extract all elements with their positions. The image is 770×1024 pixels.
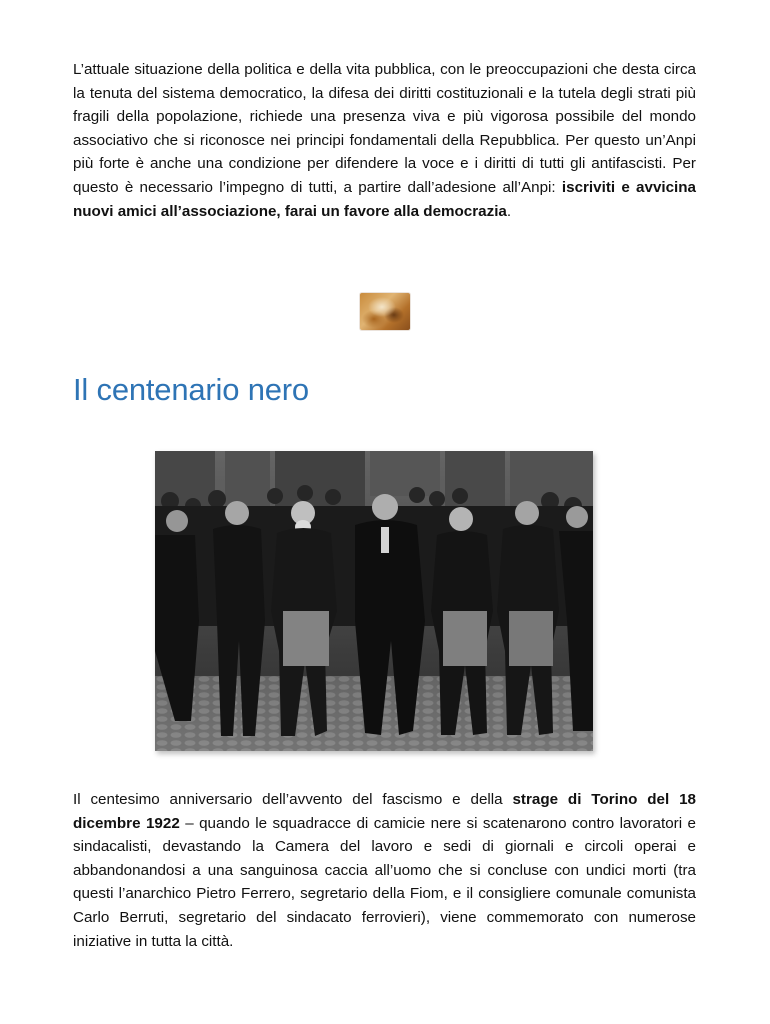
- intro-end: .: [506, 202, 512, 220]
- body-text-rest: – quando le squadracce di camicie nere si scatenarono contro lavoratori e sindacalisti, devastando la Camera del lavoro e sedi di giornali e circoli operai e abbandonandosi a una sanguinosa caccia all’uomo che si concluse con undici morti (tra questi l’anarchico Pietro Ferrero, segretario della Fiom, e il consigliere comunale comunista Carlo Berruti, segretario del sindacato ferrovieri), viene commemorato con numerose iniziative in tutta la città.: [73, 814, 696, 950]
- body-paragraph: [73, 788, 696, 953]
- body-text-start: Il centesimo anniversario dell’avvento del fascismo e della: [73, 791, 513, 808]
- historical-photo-black-shirts-march: [155, 451, 593, 751]
- intro-bold-call-to-action: iscriviti e avvicina nuovi amici all’associazione, farai un favore alla democrazia: [73, 178, 696, 220]
- intro-text: L’attuale situazione della politica e della vita pubblica, con le preoccupazioni che desta circa la tenuta del sistema democratico, la difesa dei diritti costituzionali e la tutela degli strati più fragili della popolazione, richiede una presenza viva e più vigorosa possibile del mondo associativo che si riconosce nei principi fondamentali della Repubblica. Per questo un’Anpi più forte è anche una condizione per difendere la voce e i diritti di tutti gli antifascisti. Per questo è necessario l’impegno di tutti, a partire dall’adesione all’Anpi:: [73, 61, 696, 196]
- section-heading: Il centenario nero: [73, 372, 309, 407]
- intro-paragraph: [73, 58, 696, 223]
- body-bold-event: strage di Torino del 18 dicembre 1922: [73, 791, 696, 832]
- decorative-ornament-image: [360, 293, 410, 330]
